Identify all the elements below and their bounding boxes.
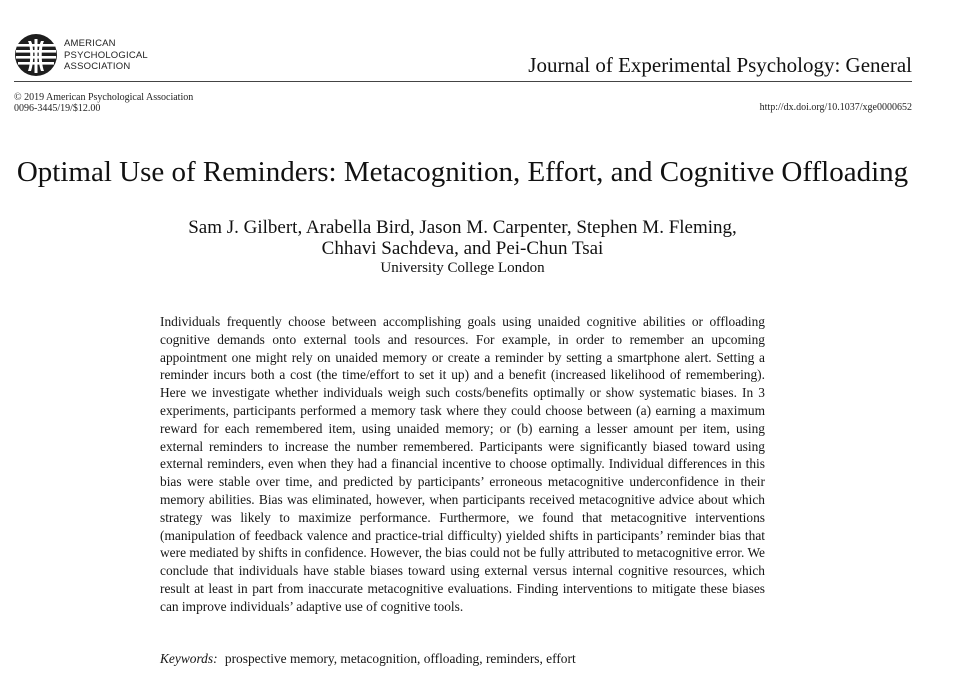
publisher-name-line: AMERICAN — [64, 38, 116, 49]
author-list — [0, 217, 925, 259]
issn-text: 0096-3445/19/$12.00 — [14, 103, 101, 114]
doi-link[interactable]: http://dx.doi.org/10.1037/xge0000652 — [759, 102, 912, 113]
copyright-block — [14, 92, 193, 114]
copyright-text: © 2019 American Psychological Association — [14, 92, 194, 103]
apa-logo-icon — [14, 33, 58, 77]
authors-line: Sam J. Gilbert, Arabella Bird, Jason M. Carpenter, Stephen M. Fleming, — [188, 217, 737, 238]
article-title: Optimal Use of Reminders: Metacognition, Effort, and Cognitive Offloading — [16, 156, 909, 188]
journal-title: Journal of Experimental Psychology: General — [528, 53, 912, 77]
publisher-name — [64, 38, 148, 73]
affiliation: University College London — [380, 260, 545, 276]
header-divider — [14, 81, 912, 82]
keywords-line — [160, 651, 576, 667]
abstract-text: Individuals frequently choose between accomplishing goals using unaided cognitive abilities or offloading cognitive demands onto external tools and resources. For example, in order to remember an upcoming appointment one might rely on unaided memory or create a reminder by setting a smartphone alert. Setting a reminder incurs both a cost (the time/effort to set it up) and a benefit (increased likelihood of remembering). Here we investigate whether individuals weigh such costs/benefits optimally or show systematic biases. In 3 experiments, participants performed a memory task where they could choose between (a) earning a maximum reward for each remembered item, using unaided memory; or (b) earning a lesser amount per item, using external reminders to increase the number remembered. Participants were significantly biased toward using external reminders, even when they had a financial incentive to choose optimally. Individual differences in this bias were stable over time, and predicted by participants’ erroneous metacognitive underconfidence in their memory abilities. Bias was eliminated, however, when participants received metacognitive advice about which strategy was likely to maximize performance. Furthermore, we found that metacognitive interventions (manipulation of feedback valence and practice-trial difficulty) yielded shifts in participants’ reminder bias that were mediated by shifts in confidence. However, the bias could not be fully attributed to metacognitive error. We conclude that individuals have stable biases toward using external versus internal cognitive resources, which result at least in part from inaccurate metacognitive evaluations. Finding interventions to mitigate these biases can improve individuals’ adaptive use of cognitive tools. — [160, 314, 765, 614]
publisher-name-line: ASSOCIATION — [64, 61, 131, 72]
keywords-label: Keywords: — [160, 651, 218, 666]
keywords-list: prospective memory, metacognition, offloading, reminders, effort — [224, 651, 576, 666]
authors-line: Chhavi Sachdeva, and Pei-Chun Tsai — [321, 238, 604, 259]
publisher-name-line: PSYCHOLOGICAL — [64, 49, 148, 61]
